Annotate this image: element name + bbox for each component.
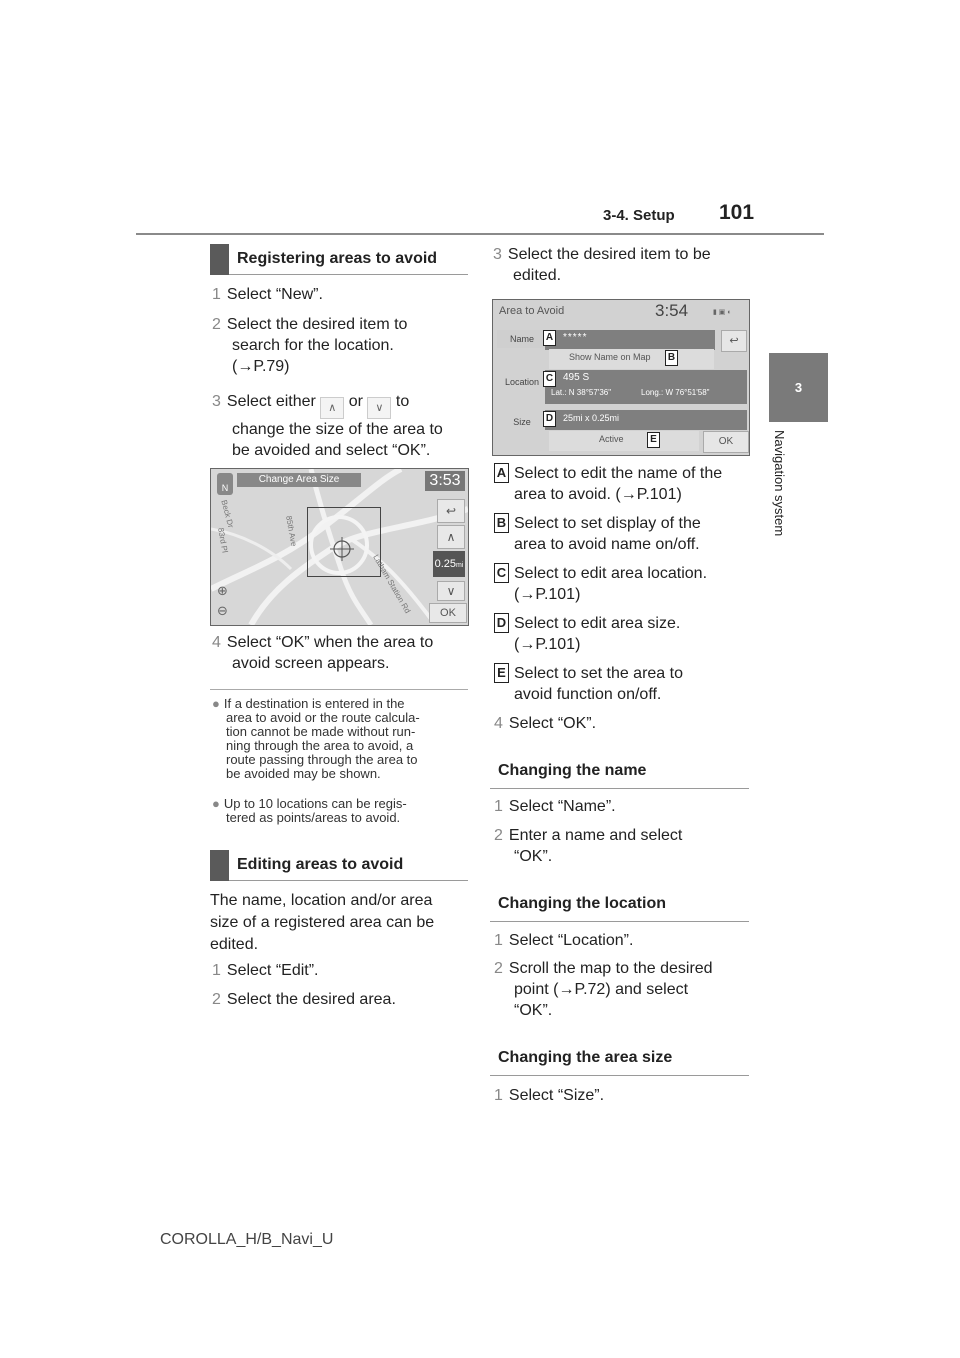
step-text: Select either [226,393,316,410]
legend-item-e [494,663,683,705]
scale-indicator [433,551,465,577]
footer-manual-id: COROLLA_H/B_Navi_U [160,1231,334,1248]
name-step-2 [494,825,682,867]
step-number: 1 [212,286,221,303]
note-line [212,697,470,711]
step-4-line-2: avoid screen appears. [232,655,390,672]
right-step-3-line-2: edited. [513,267,562,284]
compass-label: N [221,483,229,493]
step-number: 3 [493,246,502,263]
size-label: Size [513,417,531,427]
legend-text: area to avoid. (→P.101) [514,486,682,503]
screen-clock: 3:54 [655,301,689,320]
step-1 [212,284,323,305]
section-header-registering [210,244,468,275]
para-line: size of a registered area can be [210,914,435,931]
legend-text: avoid function on/off. [514,686,662,703]
step-3-line-3: be avoided and select “OK”. [232,442,431,459]
scale-unit: mi [456,562,464,569]
chapter-tab: 3 [769,353,828,422]
section-header-editing [210,850,468,881]
step-2-line-2: search for the location. [232,337,394,354]
map-clock: 3:53 [425,471,465,491]
edit-step-2 [212,989,396,1010]
section-header-text: Changing the location [498,895,666,912]
legend-text: Select to set the area to [514,665,683,682]
back-button[interactable]: ↩ [437,499,465,523]
label-e: E [494,663,509,683]
note-line [212,797,470,811]
callout-e: E [647,432,660,448]
note-line: tered as points/areas to avoid. [226,810,401,825]
legend-item-a [494,463,722,505]
name-value: ***** [563,332,588,343]
right-step-3 [493,244,711,286]
name-label: Name [497,330,547,348]
size-up-button[interactable]: ∧ [437,525,465,549]
callout-a: A [543,330,556,346]
location-step-2-line-2: point (→P.72) and select [514,981,689,998]
latitude: Lat.: N 38°57'36" [551,388,612,397]
chapter-label [769,430,791,580]
legend-item-d [494,613,680,655]
step-text: Select “Edit”. [226,962,319,979]
section-header-text: Registering areas to avoid [237,250,438,267]
step-text: to [395,393,410,410]
section-header-area-size [490,1043,749,1076]
step-3-line-2: change the size of the area to [232,421,443,438]
label-c: C [494,563,509,583]
note-text: Up to 10 locations can be regis- [223,796,407,811]
zoom-out-icon[interactable]: ⊖ [217,603,228,618]
step-number: 1 [494,1087,503,1104]
road-label: Beck Dr [219,499,236,529]
name-step-2-line-1 [494,825,682,846]
step-3 [212,391,443,461]
legend-text: (→P.101) [514,636,581,653]
step-number: 2 [494,827,503,844]
bullet-icon: ● [212,796,220,811]
right-step-3-line-1 [493,244,711,265]
back-button[interactable]: ↩ [721,330,747,352]
ok-button[interactable]: OK [703,431,749,453]
area-to-avoid-screen [492,299,750,456]
road-label: Latham Station Rd [371,553,413,615]
show-name-label: Show Name on Map [569,352,651,362]
section-header-text: Changing the name [498,762,647,779]
legend-text: Select to edit area size. [514,615,681,632]
location-step-1 [494,930,633,951]
step-4 [212,632,433,674]
step-number: 2 [494,960,503,977]
map-screen-title: Change Area Size [237,473,361,487]
label-a: A [494,463,509,483]
change-area-size-screen [210,468,469,626]
size-step-1 [494,1085,604,1106]
step-3-line-1 [212,391,443,419]
chevron-down-icon: ∨ [367,397,391,419]
step-text: Select the desired item to be [507,246,711,263]
status-icons: ▮ ▣ ◐ [713,309,732,316]
edit-step-1 [212,960,319,981]
step-number: 4 [494,715,503,732]
legend-item-c [494,563,707,605]
location-step-2-line-3: “OK”. [514,1002,553,1019]
step-text: or [348,393,363,410]
note-divider [210,689,468,690]
step-number: 1 [494,798,503,815]
step-number: 3 [212,393,221,410]
note-line: tion cannot be made without run- [226,724,416,739]
size-down-button[interactable]: ∨ [437,581,465,601]
note-2 [212,797,470,825]
intro-paragraph [210,890,434,956]
step-2 [212,314,407,377]
location-step-2 [494,958,713,1021]
section-bar [210,244,229,275]
name-step-2-line-2: “OK”. [514,848,553,865]
road-label: 85th Ave [284,515,299,548]
bullet-icon: ● [212,696,220,711]
scale-value: 0.25 [434,558,457,570]
step-2-line-1 [212,314,407,335]
legend-text: (→P.101) [514,586,581,603]
ok-button[interactable]: OK [429,603,467,623]
size-value: 25mi x 0.25mi [563,413,620,423]
label-d: D [494,613,509,633]
step-text: Enter a name and select [508,827,683,844]
legend-text: Select to set display of the [514,515,701,532]
legend-item-b [494,513,701,555]
road-label: 83rd Pl [216,527,230,554]
step-text: Select the desired item to [226,316,408,333]
note-line: be avoided may be shown. [226,766,381,781]
note-1 [212,697,470,781]
chapter-title: Navigation system [772,430,787,537]
page-number: 101 [719,201,755,224]
step-text: Select “Size”. [508,1087,605,1104]
step-text: Scroll the map to the desired [508,960,713,977]
section-title: 3-4. Setup [603,207,675,224]
step-text: Select “New”. [226,286,323,303]
callout-c: C [543,371,556,387]
note-text: If a destination is entered in the [223,696,405,711]
step-number: 1 [212,962,221,979]
note-line: area to avoid or the route calcula- [226,710,420,725]
section-header-text: Changing the area size [498,1049,673,1066]
active-label: Active [599,434,624,444]
callout-b: B [665,350,678,366]
location-label: Location [504,377,540,387]
chevron-up-icon: ∧ [320,397,344,419]
legend-text: area to avoid name on/off. [514,536,700,553]
section-header-location [490,889,749,922]
note-line: ning through the area to avoid, a [226,738,414,753]
section-header-text: Editing areas to avoid [237,856,404,873]
step-text: Select “Location”. [508,932,634,949]
callout-d: D [543,411,556,427]
legend-text: Select to edit area location. [514,565,708,582]
header-rule [136,233,824,235]
section-header-name [490,756,749,789]
compass-icon[interactable] [217,473,233,495]
note-line: route passing through the area to [226,752,418,767]
active-toggle[interactable] [549,431,699,451]
name-step-1 [494,796,616,817]
longitude: Long.: W 76°51'58" [641,388,710,397]
step-text: Select “Name”. [508,798,616,815]
right-step-4 [494,713,596,734]
zoom-in-icon[interactable]: ⊕ [217,583,228,598]
legend-text: Select to edit the name of the [514,465,723,482]
step-number: 2 [212,991,221,1008]
step-number: 2 [212,316,221,333]
step-number: 4 [212,634,221,651]
step-2-line-3: (→P.79) [232,358,290,375]
step-text: Select the desired area. [226,991,396,1008]
section-bar [210,850,229,881]
step-text: Select “OK” when the area to [226,634,434,651]
location-step-2-line-1 [494,958,713,979]
step-4-line-1 [212,632,433,653]
para-line: The name, location and/or area [210,892,433,909]
para-line: edited. [210,936,259,953]
screen-title: Area to Avoid [499,305,565,317]
step-text: Select “OK”. [508,715,597,732]
label-b: B [494,513,509,533]
location-value: 495 S [563,372,590,383]
step-number: 1 [494,932,503,949]
crosshair-icon [330,537,354,561]
